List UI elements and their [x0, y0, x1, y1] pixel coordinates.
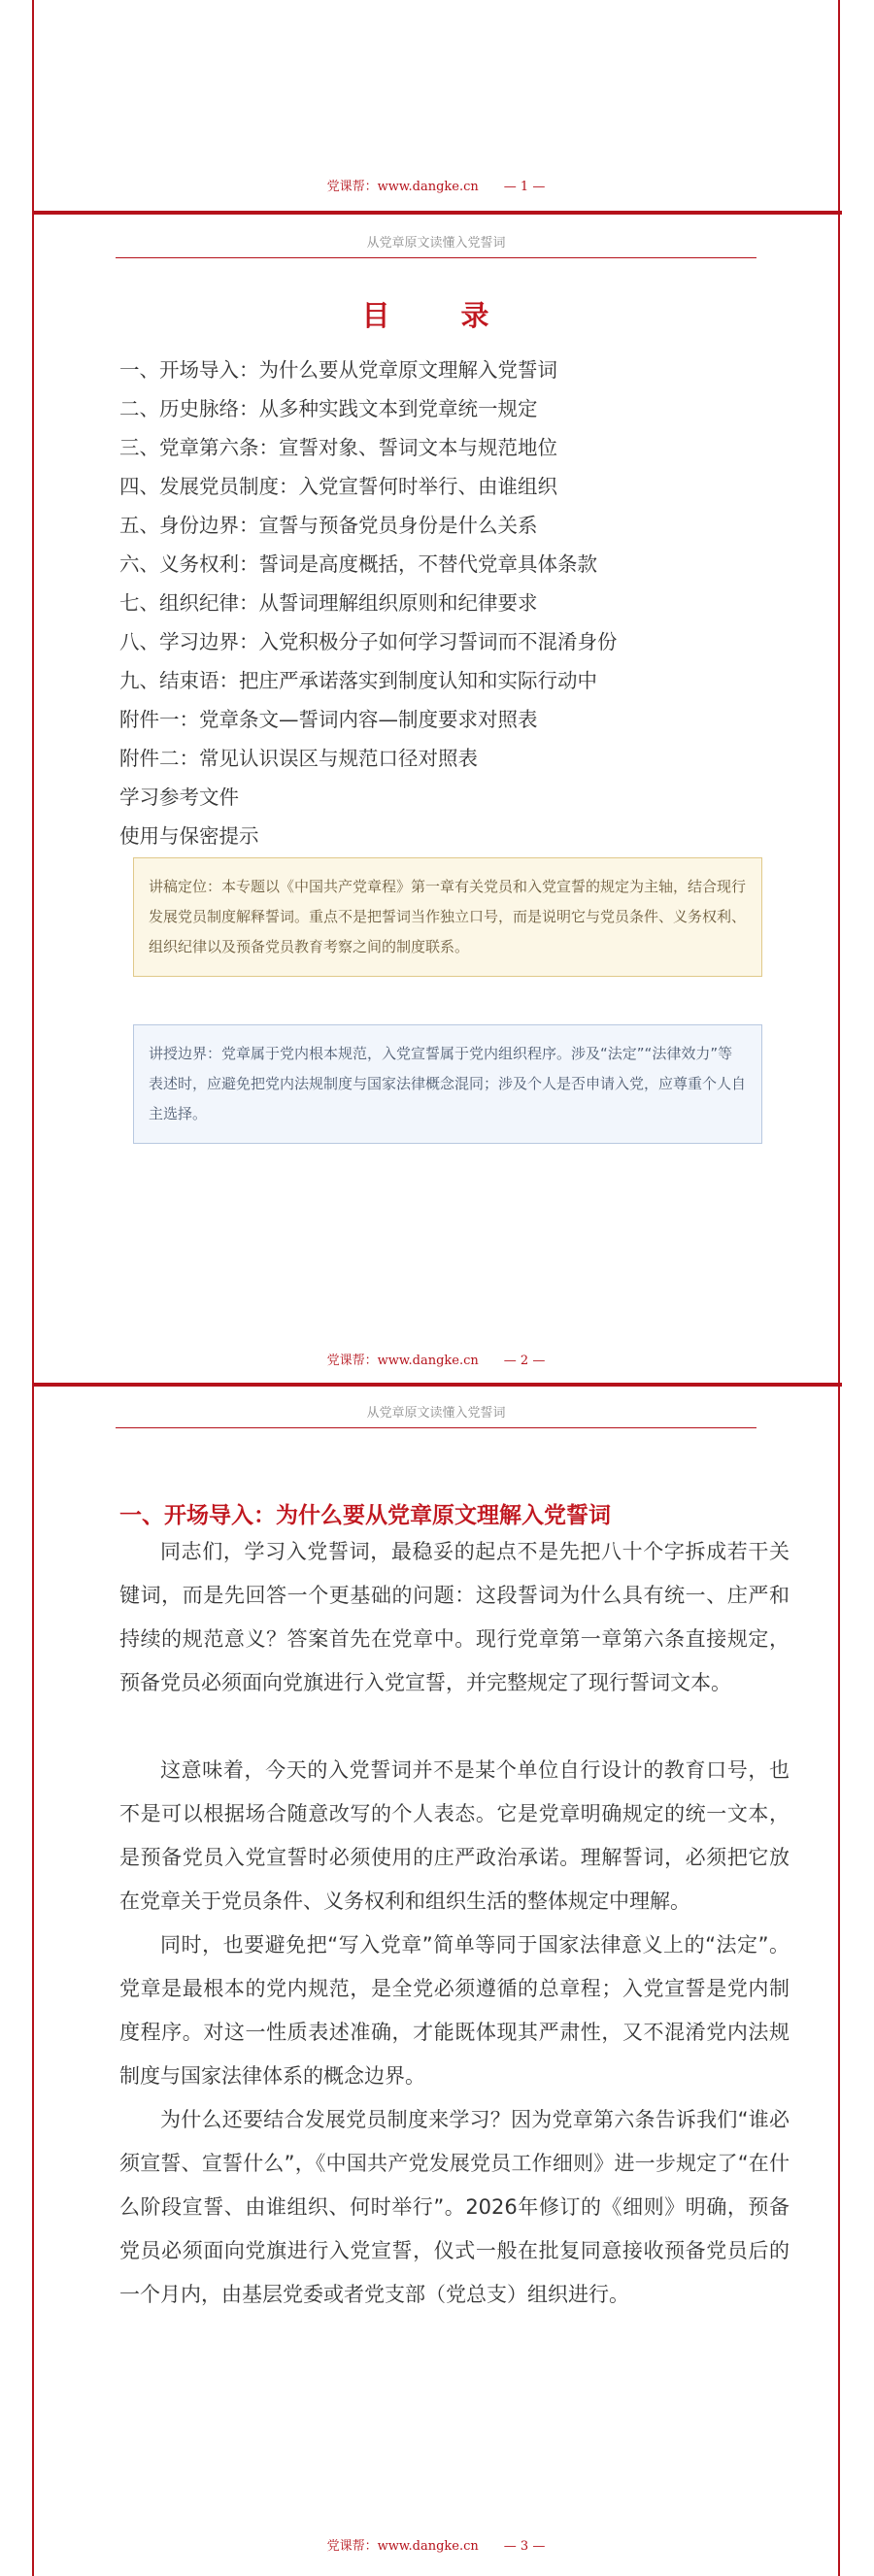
page-2-footer: [34, 1350, 838, 1368]
toc-item[interactable]: 二、历史脉络：从多种实践文本到党章统一规定: [119, 397, 538, 420]
toc-item[interactable]: 九、结束语：把庄严承诺落实到制度认知和实际行动中: [119, 669, 597, 692]
toc-item[interactable]: 八、学习边界：入党积极分子如何学习誓词而不混淆身份: [119, 630, 618, 653]
page-1-footer: [34, 176, 838, 194]
toc-item[interactable]: 六、义务权利：誓词是高度概括，不替代党章具体条款: [119, 552, 597, 576]
header-rule: [116, 257, 756, 258]
footer-site: 党课帮：www.dangke.cn: [326, 2539, 479, 2554]
toc-title: 目 录: [361, 299, 511, 332]
page-3: [32, 1387, 840, 2576]
toc-item[interactable]: 学习参考文件: [119, 786, 239, 809]
note-position-box: 讲稿定位：本专题以《中国共产党章程》第一章有关党员和入党宣誓的规定为主轴，结合现行发展党员制度解释誓词。重点不是把誓词当作独立口号，而是说明它与党员条件、义务权利、组织纪律以及预备党员教育考察之间的制度联系。: [133, 857, 762, 977]
section-title: 一、开场导入：为什么要从党章原文理解入党誓词: [119, 1503, 611, 1528]
page-1: [32, 0, 840, 212]
toc-item[interactable]: 七、组织纪律：从誓词理解组织原则和纪律要求: [119, 591, 538, 615]
footer-page-number: — 1 —: [503, 180, 546, 194]
body-paragraph: 为什么还要结合发展党员制度来学习？因为党章第六条告诉我们“谁必须宣誓、宣誓什么”，《中国共产党发展党员工作细则》进一步规定了“在什么阶段宣誓、由谁组织、何时举行”。2026年修订的《细则》明确，预备党员必须面向党旗进行入党宣誓，仪式一般在批复同意接收预备党员后的一个月内，由基层党委或者党支部（党总支）组织进行。: [119, 2108, 790, 2306]
body-paragraph: 同志们，学习入党誓词，最稳妥的起点不是先把八十个字拆成若干关键词，而是先回答一个更基础的问题：这段誓词为什么具有统一、庄严和持续的规范意义？答案首先在党章中。现行党章第一章第六条直接规定，预备党员必须面向党旗进行入党宣誓，并完整规定了现行誓词文本。: [119, 1540, 790, 1694]
footer-site: 党课帮：www.dangke.cn: [326, 1354, 479, 1368]
note-boundary-box: 讲授边界：党章属于党内根本规范，入党宣誓属于党内组织程序。涉及“法定”“法律效力”等表述时，应避免把党内法规制度与国家法律概念混同；涉及个人是否申请入党，应尊重个人自主选择。: [133, 1024, 762, 1144]
running-header: 从党章原文读懂入党誓词: [366, 236, 506, 251]
body-paragraph: 同时，也要避免把“写入党章”简单等同于国家法律意义上的“法定”。党章是最根本的党内规范，是全党必须遵循的总章程；入党宣誓是党内制度程序。对这一性质表述准确，才能既体现其严肃性，又不混淆党内法规制度与国家法律体系的概念边界。: [119, 1933, 790, 2088]
header-rule: [116, 1427, 756, 1428]
footer-site: 党课帮：www.dangke.cn: [326, 180, 479, 194]
running-header: 从党章原文读懂入党誓词: [366, 1406, 506, 1421]
toc-item[interactable]: 三、党章第六条：宣誓对象、誓词文本与规范地位: [119, 436, 557, 459]
toc-item[interactable]: 附件一：党章条文—誓词内容—制度要求对照表: [119, 708, 538, 731]
page-2: [32, 215, 840, 1383]
toc-item[interactable]: 四、发展党员制度：入党宣誓何时举行、由谁组织: [119, 475, 557, 498]
footer-page-number: — 2 —: [503, 1354, 546, 1368]
page-3-footer: [34, 2535, 838, 2554]
toc-item[interactable]: 一、开场导入：为什么要从党章原文理解入党誓词: [119, 358, 557, 382]
toc-item[interactable]: 附件二：常见认识误区与规范口径对照表: [119, 747, 478, 770]
toc-item[interactable]: 使用与保密提示: [119, 824, 259, 848]
body-paragraph: 这意味着，今天的入党誓词并不是某个单位自行设计的教育口号，也不是可以根据场合随意改写的个人表态。它是党章明确规定的统一文本，是预备党员入党宣誓时必须使用的庄严政治承诺。理解誓词，必须把它放在党章关于党员条件、义务权利和组织生活的整体规定中理解。: [119, 1758, 790, 1913]
footer-page-number: — 3 —: [503, 2539, 546, 2554]
toc-item[interactable]: 五、身份边界：宣誓与预备党员身份是什么关系: [119, 514, 538, 537]
